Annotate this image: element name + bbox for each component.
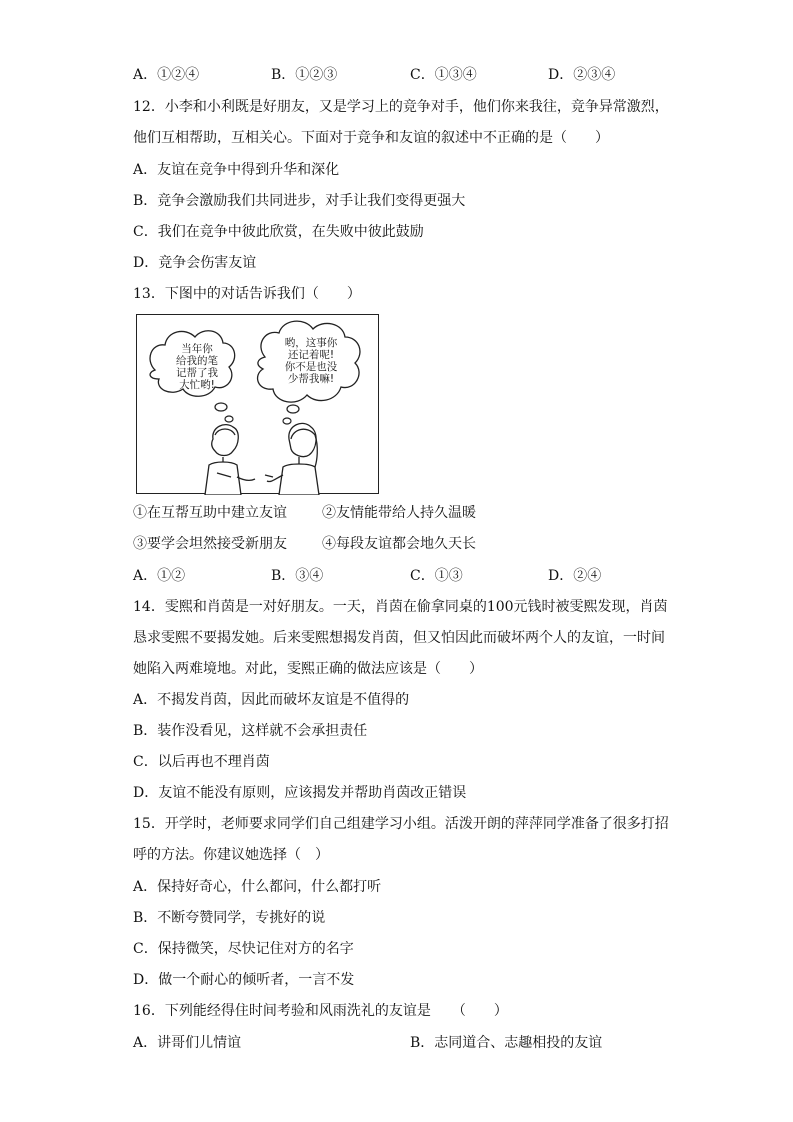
right-bubble-text: 哟，这事你 还记着呢! 你不是也没 少帮我嘛! (284, 337, 338, 385)
q15-stem-line-1: 15．开学时，老师要求同学们自己组建学习小组。活泼开朗的萍萍同学准备了很多打招 (133, 816, 669, 832)
q12-option-d: D．竞争会伤害友谊 (133, 255, 257, 271)
q13-statement-3: ③要学会坦然接受新朋友 (133, 536, 287, 552)
q14-stem-line-2: 恳求雯熙不要揭发她。后来雯熙想揭发肖茵，但又怕因此而破坏两个人的友谊，一时间 (133, 630, 665, 646)
q14-option-a: A．不揭发肖茵，因此而破坏友谊是不值得的 (133, 692, 410, 708)
q15-option-d: D．做一个耐心的倾听者，一言不发 (133, 972, 355, 988)
q14-stem-line-3: 她陷入两难境地。对此，雯熙正确的做法应该是（ ） (133, 661, 483, 677)
q13-option-a: A．①② (133, 568, 186, 584)
q15-option-a: A．保持好奇心，什么都问，什么都打听 (133, 879, 382, 895)
q13-option-d: D．②④ (548, 568, 602, 584)
q11-option-c: C．①③④ (410, 67, 477, 83)
q13-statement-2: ②友情能带给人持久温暖 (322, 505, 476, 521)
q12-option-c: C．我们在竞争中彼此欣赏，在失败中彼此鼓励 (133, 224, 424, 240)
q12-stem-line-1: 12．小李和小利既是好朋友，又是学习上的竞争对手，他们你来我往，竞争异常激烈， (133, 99, 669, 115)
left-bubble-text: 当年你 给我的笔 记帮了我 大忙哟! (176, 343, 218, 391)
comic-illustration (136, 314, 379, 494)
q15-stem-line-2: 呼的方法。你建议她选择（ ） (133, 847, 329, 863)
q11-option-b: B．①②③ (271, 67, 338, 83)
right-girl-figure (265, 423, 319, 495)
q11-option-d: D．②③④ (548, 67, 616, 83)
q15-option-c: C．保持微笑，尽快记住对方的名字 (133, 941, 354, 957)
q16-option-b: B．志同道合、志趣相投的友谊 (410, 1035, 603, 1051)
q16-option-a: A．讲哥们儿情谊 (133, 1035, 242, 1051)
q13-statement-1: ①在互帮互助中建立友谊 (133, 505, 287, 521)
q16-stem: 16．下列能经得住时间考验和风雨洗礼的友谊是 （ ） (133, 1003, 508, 1019)
q14-stem-line-1: 14．雯熙和肖茵是一对好朋友。一天，肖茵在偷拿同桌的100元钱时被雯熙发现，肖茵 (133, 599, 668, 615)
q14-option-b: B．装作没看见，这样就不会承担责任 (133, 723, 368, 739)
q12-stem-line-2: 他们互相帮助，互相关心。下面对于竞争和友谊的叙述中不正确的是（ ） (133, 130, 609, 146)
q13-statement-4: ④每段友谊都会地久天长 (322, 536, 476, 552)
left-girl-figure (205, 425, 255, 495)
q14-option-c: C．以后再也不理肖茵 (133, 754, 270, 770)
q12-option-a: A．友谊在竞争中得到升华和深化 (133, 162, 340, 178)
q15-option-b: B．不断夸赞同学，专挑好的说 (133, 910, 326, 926)
q13-option-c: C．①③ (410, 568, 463, 584)
q14-option-d: D．友谊不能没有原则，应该揭发并帮助肖茵改正错误 (133, 785, 467, 801)
q12-option-b: B．竞争会激励我们共同进步，对手让我们变得更强大 (133, 193, 466, 209)
q13-option-b: B．③④ (271, 568, 324, 584)
q11-option-a: A．①②④ (133, 67, 200, 83)
q13-stem: 13．下图中的对话告诉我们（ ） (133, 286, 361, 302)
